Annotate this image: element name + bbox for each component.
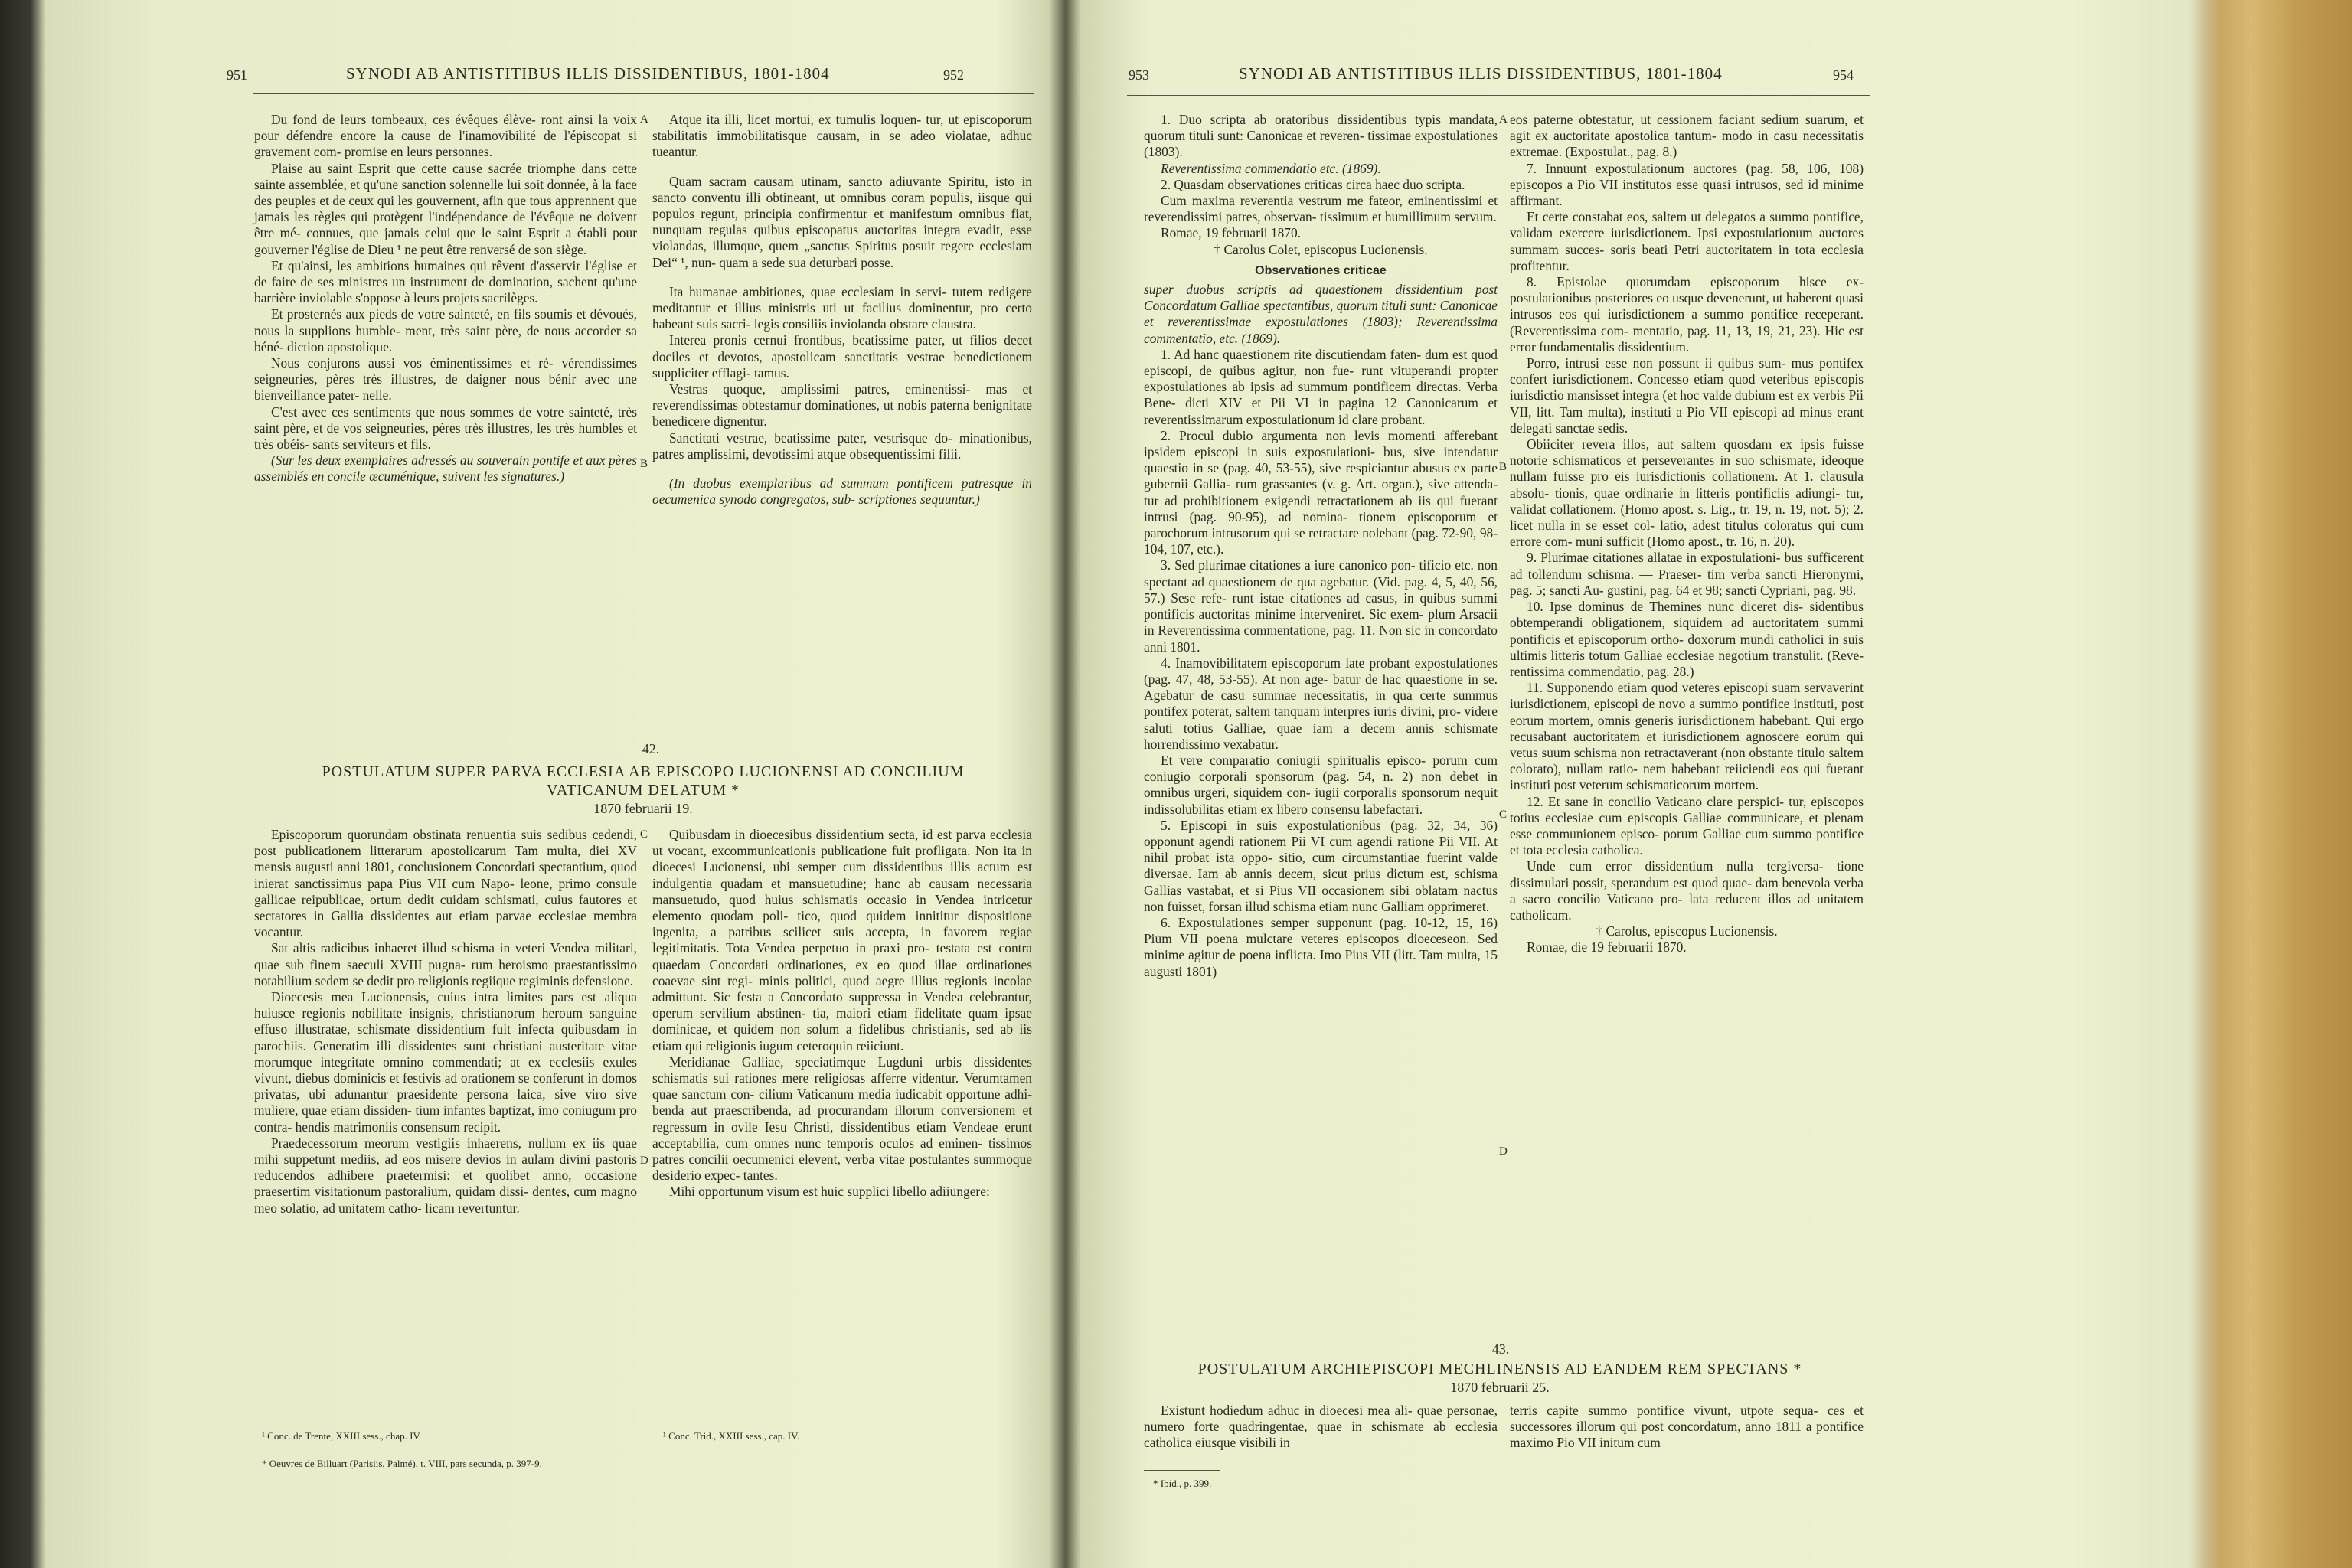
paragraph: 1. Duo scripta ab oratoribus dissidentibus typis mandata, quorum tituli sunt: Canonicae et reveren- tissimae expostulationes (1803). <box>1144 112 1498 160</box>
paragraph: Et prosternés aux pieds de votre sainteté, en fils soumis et dévoués, nous la supplions humble- ment, très saint père, de nous accorder sa béné- diction apostolique. <box>254 306 637 354</box>
paragraph: Du fond de leurs tombeaux, ces évêques élève- ront ainsi la voix pour défendre encore la cause de l'inamovibilité de l'épiscopat si gravement com- promise en leurs personnes. <box>254 112 637 160</box>
paragraph: Romae, die 19 februarii 1870. <box>1527 939 1687 956</box>
paragraph: Sanctitati vestrae, beatissime pater, vestrisque do- minationibus, patres amplissimi, devotissimi atque obsequentissimi filii. <box>652 430 1032 462</box>
footnote: ¹ Conc. de Trente, XXIII sess., chap. IV. <box>262 1430 422 1442</box>
document-title: VATICANUM DELATUM * <box>547 782 740 799</box>
paragraph: Ita humanae ambitiones, quae ecclesiam in servi- tutem redigere meditantur et illius ministris uti ut facilius dominentur, pro certo habeant suis sacri- legis consiliis inviolanda obstare claustra. <box>652 283 1032 332</box>
paragraph: Obiiciter revera illos, aut saltem quosdam ex ipsis fuisse notorie schismaticos et perseverantes in suo schismate, ideoque nullam fuisse pro eis iurisdictionis collationem. At 1. clausula absolu- tionis, quae ordinarie in litteris pontificiis adiungi- tur, validat collationem. (Homo apost. s. Lig., tr. 19, n. 19, not. 5); 2. licet nulla in se esset col- latio, adest titulus coloratus qui cum errore com- muni sufficit (Homo apost., tr. 16, n. 20). <box>1510 436 1864 550</box>
margin-marker: A <box>1499 113 1508 126</box>
paragraph: Porro, intrusi esse non possunt ii quibus sum- mus pontifex confert iurisdictionem. Concesso etiam quod veteribus episcopis iurisdictio mansisset integra (et hoc valde dubium est ex verbis Pii VII, litt. Tam multa), instituti a Pio VII episcopi ad minus erant delegati sanctae sedis. <box>1510 355 1864 436</box>
paragraph: (Sur les deux exemplaires adressés au souverain pontife et aux pères assemblés en concile œcuménique, suivent les signatures.) <box>254 452 637 485</box>
paragraph: 2. Procul dubio argumenta non levis momenti afferebant ipsidem episcopi in suis expostulationi- bus, sive intendatur quaestio in se (pag. 40, 53-55), sive respiciantur abusus ex parte gubernii Gallia- rum grassantes (v. g. Art. organ.), sive attenda- tur ad prohibitionem exigendi retractationem ab iis qui fuerant intrusi (pag. 90-95), ad nomina- tionem episcoporum et parochorum intrusorum qui se retractare nolebant (pag. 72-90, 98-104, 107, etc.). <box>1144 427 1498 557</box>
running-head: SYNODI AB ANTISTITIBUS ILLIS DISSIDENTIBUS, 1801-1804 <box>1239 64 1723 83</box>
paragraph: Episcoporum quorundam obstinata renuentia suis sedibus cedendi, post publicationem litterarum apostolicarum Tam multa, diei XV mensis augusti anni 1801, conclusionem Concordati spectantium, quod inierat sanctissimus papa Pius VII cum Napo- leone, primo consule gallicae reipublicae, ortum dedit cuidam schismati, cuius fautores et sectatores in Gallia dissidentes aut etiam parvae ecclesiae membra vocantur. <box>254 827 637 940</box>
margin-marker: B <box>640 458 648 470</box>
column-french <box>254 112 637 485</box>
footnote: * Oeuvres de Billuart (Parisiis, Palmé), t. VIII, pars secunda, p. 397-9. <box>262 1458 542 1469</box>
margin-marker: C <box>1499 808 1508 821</box>
paragraph: 12. Et sane in concilio Vaticano clare perspici- tur, episcopos totius ecclesiae cum episcopis Galliae communicare, et plenam esse communionem episco- porum Galliae cum summo pontifice et tota ecclesia catholica. <box>1510 793 1864 858</box>
margin-marker: A <box>640 113 648 126</box>
document-title: POSTULATUM ARCHIEPISCOPI MECHLINENSIS AD EANDEM REM SPECTANS * <box>1197 1361 1802 1377</box>
page-number: 954 <box>1833 67 1854 83</box>
paragraph: 8. Epistolae quorumdam episcoporum hisce ex- postulationibus posteriores eo usque devenerunt, ut haberent quasi intrusos eos qui iurisdictionem a summo pontifice receperant. (Reverentissima com- mentatio, pag. 11, 13, 19, 21, 23). Hic est error fundamentalis dissidentium. <box>1510 274 1864 354</box>
paragraph: super duobus scriptis ad quaestionem dissidentium post Concordatum Galliae spectantibus, quorum tituli sunt: Canonicae et reverentissimae expostulationes (1803); Reverentissima commentatio, etc. (1869). <box>1144 282 1498 346</box>
paragraph: Quibusdam in dioecesibus dissidentium secta, id est parva ecclesia ut vocant, excommunicationis publicatione fuit profligata. Non ita in dioecesi Lucionensi, ubi semper cum dissidentibus illis actum est indulgentia quadam et mansuetudine; hanc ab causam necessaria mansuetudo, quod huius schismatis occasio in Vendea intricetur elemento quodam poli- tico, quod quidem innititur dispositione ingenita, a patribus scilicet suis accepta, in favorem regiae legitimitatis. Tota Vendea perpetuo in praxi pro- testata est contra quaedam Concordati ordinationes, ex eo quod illae ordinationes coaevae sint regi- minis politici, quod aegre illius regionis incolae admittunt. Sic festa a Concordato suppressa in Vendea celebrantur, operum servilium abstinen- tia, maiori etiam fidelitate quam ipsae dominicae, et quidem non solum a fidelibus christianis, sed ab iis etiam qui religionis iugum ceteroquin reiiciunt. <box>652 827 1032 1054</box>
paragraph: Existunt hodiedum adhuc in dioecesi mea ali- quae personae, numero forte quadringentae, quae in schismate ab ecclesia catholica eiusque visibili in <box>1144 1403 1498 1451</box>
paragraph: 4. Inamovibilitatem episcoporum late probant expostulationes (pag. 47, 48, 53-55). At non age- batur de hac quaestione in se. Agebatur de casu summae necessitatis, in qua certe summus pontifex poterat, saltem tanquam interpres iuris divini, pro- videre saluti totius Galliae, quae iam a decem annis schismate horrendissimo vexabatur. <box>1144 655 1498 752</box>
paragraph: 5. Episcopi in suis expostulationibus (pag. 32, 34, 36) opponunt agendi rationem Pii VI cum agendi ratione Pii VII. At nihil probat ista oppo- sitio, cum circumstantiae fuerint valde diversae. Iam ab annis decem, sicut prius dictum est, schisma Gallias vastabat, et si Pius VII occasionem sibi oblatam nactus non fuisset, forsan illud schisma etiam nunc Galliam opprimeret. <box>1144 817 1498 914</box>
paragraph: Dioecesis mea Lucionensis, cuius intra limites pars est aliqua huiusce regionis nobilitate insignis, christianorum heroum sanguine effuso illustratae, schismate dissidentium fuit infecta quibusdam in parochiis. Generatim illi dissidentes sunt christiani austeritate vitae morumque integritate omnino commendati; at ex ecclesiis exules vivunt, diebus dominicis et festivis ad orationem se conferunt in domos privatas, ubi adunantur praesidente persona laica, sive viro sive muliere, quae etiam dissiden- tium infantes baptizat, imo coniugum pro contra- hendis matrimoniis consensum recipit. <box>254 989 637 1135</box>
footnote: * Ibid., p. 399. <box>1153 1478 1212 1489</box>
paragraph: eos paterne obtestatur, ut cessionem faciant sedium suarum, et agit ex auctoritate apostolica tantum- modo in casu necessitatis extremae. (Expostulat., pag. 8.) <box>1510 112 1864 160</box>
margin-marker: D <box>1499 1145 1508 1158</box>
section-heading: Observationes criticae <box>1255 263 1387 277</box>
paragraph: Praedecessorum meorum vestigiis inhaerens, nullum ex iis quae mihi suppetunt mediis, ad eos misere devios in aulam divini pastoris reducendos adhibere praetermisi: et quolibet anno, occasione praesertim visitationum pastoralium, quidam dissi- dentes, cum magno meo solatio, ad unitatem catho- licam revertuntur. <box>254 1135 637 1216</box>
margin-marker: D <box>640 1155 648 1167</box>
paragraph: 11. Supponendo etiam quod veteres episcopi suam servaverint iurisdictionem, episcopi de novo a summo pontifice instituti, post eorum mortem, omnis generis iurisdictionem habebant. Qui ergo recusabant auctoritatem et iurisdictionem agnoscere eorum qui vetus suum schisma non retractaverant (non obstante titulo saltem colorato), nullam ratio- nem habebant reiiciendi eos qui fuerant instituti post veterum schismaticorum mortem. <box>1510 680 1864 793</box>
paragraph: Interea pronis cernui frontibus, beatissime pater, ut filios decet dociles et devotos, apostolicam sanctitatis vestrae benedictionem suppliciter efflagi- tamus. <box>652 332 1032 381</box>
document-date: 1870 februarii 25. <box>1450 1380 1550 1395</box>
paragraph: 7. Innuunt expostulationum auctores (pag. 58, 106, 108) episcopos a Pio VII institutos esse quasi intrusos, sed id minime affirmant. <box>1510 160 1864 209</box>
page-number: 952 <box>943 67 964 83</box>
paragraph: Sat altis radicibus inhaeret illud schisma in veteri Vendea militari, quae sub finem saeculi XVIII pugna- rum heroismo praestantissimo notabilium sedem se dedit pro religionis regiique regiminis defensione. <box>254 940 637 988</box>
paragraph: Atque ita illi, licet mortui, ex tumulis loquen- tur, ut episcoporum stabilitatis immobilitatisque causam, in se adeo violatae, adhuc tueantur. <box>652 112 1032 160</box>
left-page <box>46 0 1057 1568</box>
paragraph: 6. Expostulationes semper supponunt (pag. 10-12, 15, 16) Pium VII poena mulctare veteres episcopos dioeceseon. Sed minime agitur de poena inflicta. Imo Pius VII (litt. Tam multa, 15 augusti 1801) <box>1144 914 1498 979</box>
paragraph: Mihi opportunum visum est huic supplici libello adiiungere: <box>669 1184 990 1200</box>
paragraph: Cum maxima reverentia vestrum me fateor, eminentissimi et reverendissimi patres, observan- tissimum et humillimum servum. <box>1144 193 1498 225</box>
paragraph: Romae, 19 februarii 1870. <box>1161 225 1302 241</box>
paragraph: 10. Ipse dominus de Themines nunc diceret dis- sidentibus obtemperandi obligationem, siquidem ad auctoritatem summi pontificis et episcoporum ortho- doxorum mundi catholici in suis ultimis litteris totum Galliae ecclesiae negotium transtulit. (Reve- rentissima commendatio, pag. 28.) <box>1510 599 1864 679</box>
header-rule <box>253 93 1034 94</box>
paragraph: terris capite summo pontifice vivunt, utpote sequa- ces et successores illorum qui post concordatum, anno 1811 a pontifice maximo Pio VII initum cum <box>1510 1403 1864 1451</box>
header-rule <box>1127 95 1870 96</box>
signature: † Carolus Colet, episcopus Lucionensis. <box>1214 241 1428 257</box>
margin-marker: C <box>640 828 648 841</box>
page-number: 953 <box>1129 67 1149 83</box>
document-title: POSTULATUM SUPER PARVA ECCLESIA AB EPISCOPO LUCIONENSI AD CONCILIUM <box>322 763 965 780</box>
paragraph: 2. Quasdam observationes criticas circa haec duo scripta. <box>1161 176 1465 192</box>
paragraph: 3. Sed plurimae citationes a iure canonico pon- tificio etc. non spectant ad quaestionem de qua agebatur. (Vid. pag. 4, 5, 40, 56, 57.) Sese refe- runt istae citationes ad casus, in quibus summi pontificis auctoritas minime interveniret. Sic exem- plum Arsacii in Reverentissima commentatione, pag. 11. Non sic in concordato anni 1801. <box>1144 557 1498 655</box>
page-number: 951 <box>227 67 247 83</box>
paragraph: Reverentissima commendatio etc. (1869). <box>1161 160 1381 176</box>
paragraph: Meridianae Galliae, speciatimque Lugduni urbis dissidentes schismatis sui rationes mere religiosas afferre videntur. Verumtamen quae sanctum con- cilium Vaticanum media iudicabit opportune adhi- benda aut praescribenda, ad procurandam illorum conversionem et regressum in ovile Iesu Christi, dissidentibus etiam Vendeae erunt acceptabilia, cum omnes nunc temporis oculos ad eminen- tissimos patres concilii oecumenici elevent, verba vitae postulantes summoque desiderio expec- tantes. <box>652 1054 1032 1184</box>
paragraph: Nous conjurons aussi vos éminentissimes et ré- vérendissimes seigneuries, pères très illustres, de daigner nous bénir avec une bienveillance pater- nelle. <box>254 355 637 403</box>
margin-marker: B <box>1499 461 1508 473</box>
column-latin <box>1144 112 1498 980</box>
paragraph: C'est avec ces sentiments que nous sommes de votre sainteté, très saint père, et de vos seigneuries, pères très illustres, les très humbles et très obéis- sants serviteurs et fils. <box>254 403 637 452</box>
paragraph: (In duobus exemplaribus ad summum pontificem patresque in oecumenica synodo congregatos, sub- scriptiones sequuntur.) <box>652 475 1032 508</box>
column-latin <box>652 827 1032 1200</box>
column-latin <box>652 112 1032 508</box>
document-number: 43. <box>1491 1341 1510 1357</box>
paragraph: Unde cum error dissidentium nulla tergiversa- tione dissimulari possit, sperandum est quod quae- dam benevola verba a sacro concilio Vaticano pro- lata reducent illos ad unitatem catholicam. <box>1510 858 1864 923</box>
footnote: ¹ Conc. Trid., XXIII sess., cap. IV. <box>663 1430 800 1442</box>
column-latin <box>1510 112 1864 956</box>
footnote-rule <box>1144 1470 1220 1471</box>
paragraph: 9. Plurimae citationes allatae in expostulationi- bus sufficerent ad tollendum schisma. — Praeser- tim verba sancti Hieronymi, pag. 5; sancti Au- gustini, pag. 64 et 98; sancti Cypriani, pag. 98. <box>1510 550 1864 598</box>
paragraph: Quam sacram causam utinam, sancto adiuvante Spiritu, isto in sancto conventu illi obtineant, ut omnibus coram populis, iisque qui populos regunt, principia confirmentur et manifestum omnibus fiat, nunquam regulas quibus episcopatus auctoritas integra evadit, esse violandas, illumque, quem „sanctus Spiritus posuit regere ecclesiam Dei“ ¹, nun- quam a sede sua deturbari posse. <box>652 173 1032 270</box>
signature: † Carolus, episcopus Lucionensis. <box>1596 923 1778 939</box>
document-number: 42. <box>642 741 660 756</box>
paragraph: Et qu'ainsi, les ambitions humaines qui rêvent d'asservir l'église et de faire de ses ministres un instrument de domination, sachent qu'une barrière inviolable s'oppose à leurs projets sacrilèges. <box>254 257 637 306</box>
column-latin <box>254 827 637 1217</box>
running-head: SYNODI AB ANTISTITIBUS ILLIS DISSIDENTIBUS, 1801-1804 <box>346 64 830 83</box>
right-page <box>1080 0 2197 1568</box>
paragraph: Et vere comparatio coniugii spiritualis episco- porum cum coniugio corporali sponsorum (pag. 54, n. 2) non debet in omnibus urgeri, siquidem con- iugii corporalis sponsorum nequit indissolubilitas etiam ex libero consensu labefactari. <box>1144 752 1498 817</box>
paragraph: 1. Ad hanc quaestionem rite discutiendam faten- dum est quod episcopi, de quibus agitur, non fue- runt vituperandi propter expostulationes ab ipsis ad summum pontificem directas. Verba Bene- dicti XIV et Pii VI in pagina 12 Canonicarum et reverentissimarum expostulationum id clare probant. <box>1144 346 1498 427</box>
column-latin <box>1144 1403 1498 1452</box>
paragraph: Plaise au saint Esprit que cette cause sacrée triomphe dans cette sainte assemblée, et qu'une sanction solennelle lui soit donnée, à la face des peuples et de ceux qui les gouvernent, afin que tous apprennent que jamais les règles qui protègent l'indépendance de l'évêque ne doivent être mé- connues, que jamais celui que le saint Esprit a établi pour gouverner l'église de Dieu ¹ ne peut être renversé de son siège. <box>254 160 637 257</box>
paragraph: Et certe constabat eos, saltem ut delegatos a summo pontifice, validam exercere iurisdictionem. Ipsi expostulationum auctores summam succes- soris beati Petri auctoritatem in tota ecclesia profitentur. <box>1510 209 1864 273</box>
document-date: 1870 februarii 19. <box>593 801 693 816</box>
column-latin <box>1510 1403 1864 1452</box>
paragraph: Vestras quoque, amplissimi patres, eminentissi- mas et reverendissimas obtestamur dominationes, ut nobis paterna benignitate benedicere dignentur. <box>652 381 1032 430</box>
